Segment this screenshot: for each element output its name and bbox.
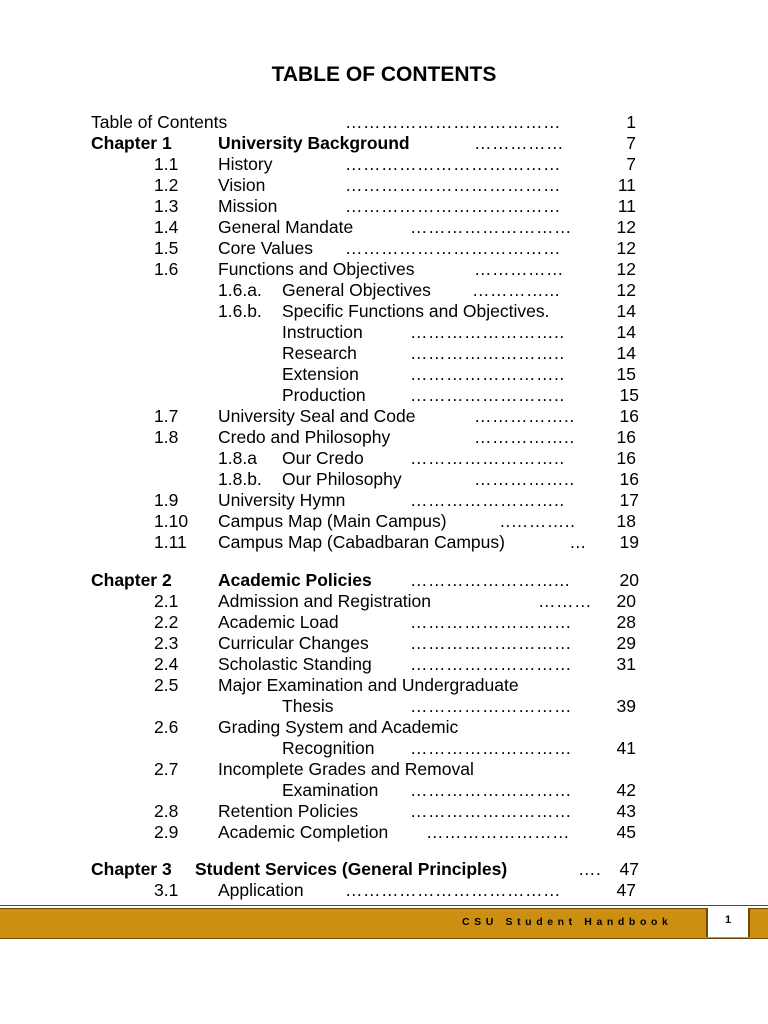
toc-entry-label: Examination	[282, 780, 379, 800]
toc-chapter-number: Chapter 3	[91, 859, 172, 879]
toc-entry	[0, 364, 768, 385]
toc-entry-page: 12	[616, 259, 636, 279]
toc-entry	[0, 717, 768, 738]
toc-entry	[0, 406, 768, 427]
toc-entry-label: Specific Functions and Objectives.	[282, 301, 550, 321]
toc-entry-page: 31	[616, 654, 636, 674]
toc-entry-number: 1.6.a.	[218, 280, 262, 300]
toc-entry	[0, 801, 768, 822]
toc-entry-dots: ……………………...	[410, 570, 571, 590]
toc-entry-page: 14	[616, 343, 636, 363]
toc-entry-label: Retention Policies	[218, 801, 359, 821]
toc-entry	[0, 301, 768, 322]
toc-entry	[0, 591, 768, 612]
toc-entry-label: Scholastic Standing	[218, 654, 372, 674]
toc-entry-dots: ...	[570, 532, 587, 552]
toc-entry	[0, 280, 768, 301]
toc-entry-number: 2.1	[154, 591, 179, 611]
toc-entry-page: 15	[616, 364, 636, 384]
toc-entry-label: Our Philosophy	[282, 469, 402, 489]
toc-entry-page: 1	[626, 112, 636, 132]
toc-entry-dots: ……………………..	[410, 448, 565, 468]
toc-entry-label: Campus Map (Main Campus)	[218, 511, 447, 531]
toc-entry-dots: ………………………………	[345, 880, 561, 900]
toc-entry-dots: ………………………………	[345, 112, 561, 132]
toc-entry-label: General Mandate	[218, 217, 354, 237]
toc-entry-label: History	[218, 154, 273, 174]
toc-entry-page: 14	[616, 322, 636, 342]
toc-entry-label: Research	[282, 343, 357, 363]
toc-entry-label: Table of Contents	[91, 112, 228, 132]
toc-entry-label: Mission	[218, 196, 278, 216]
toc-entry-dots: ………………………	[410, 780, 572, 800]
toc-entry	[0, 385, 768, 406]
toc-entry-dots: ………………………………	[345, 154, 561, 174]
toc-entry-page: 12	[616, 238, 636, 258]
toc-entry	[0, 322, 768, 343]
toc-entry	[0, 490, 768, 511]
toc-entry-dots: ……………..	[474, 406, 575, 426]
toc-entry-page: 7	[626, 154, 636, 174]
toc-entry	[0, 469, 768, 490]
toc-entry	[0, 175, 768, 196]
toc-entry-dots: ………………………	[410, 801, 572, 821]
toc-entry-page: 41	[616, 738, 636, 758]
toc-entry-number: 1.3	[154, 196, 179, 216]
toc-chapter-number: Chapter 2	[91, 570, 172, 590]
toc-entry-label: Academic Completion	[218, 822, 389, 842]
toc-entry-number: 2.7	[154, 759, 179, 779]
toc-entry-page: 39	[616, 696, 636, 716]
toc-entry-dots: ……………………..	[410, 343, 565, 363]
toc-entry-number: 1.11	[154, 532, 187, 552]
toc-entry-number: 2.4	[154, 654, 179, 674]
toc-entry	[0, 759, 768, 780]
toc-entry-dots: ………	[538, 591, 592, 611]
toc-chapter-label: Student Services (General Principles)	[195, 859, 508, 879]
toc-entry-page: 11	[617, 196, 636, 216]
toc-entry-number: 1.7	[154, 406, 179, 426]
toc-chapter	[0, 570, 768, 591]
toc-entry	[0, 343, 768, 364]
toc-entry-number: 1.8	[154, 427, 179, 447]
toc-entry-number: 2.6	[154, 717, 179, 737]
toc-entry-page: 20	[619, 570, 639, 590]
toc-entry-page: 20	[616, 591, 636, 611]
toc-entry-page: 16	[619, 469, 639, 489]
toc-entry	[0, 112, 768, 133]
toc-entry-label: Production	[282, 385, 366, 405]
toc-entry-number: 1.4	[154, 217, 179, 237]
toc-entry-dots: ………………………	[410, 696, 572, 716]
toc-entry-label: Credo and Philosophy	[218, 427, 391, 447]
toc-entry-dots: ……………………..	[410, 364, 565, 384]
page-number-box	[706, 908, 750, 937]
toc-entry-label: Extension	[282, 364, 359, 384]
toc-entry-page: 16	[616, 427, 636, 447]
toc-entry-page: 45	[616, 822, 636, 842]
toc-entry-label: Thesis	[282, 696, 334, 716]
toc-entry-label: Academic Load	[218, 612, 339, 632]
toc-entry-label: Curricular Changes	[218, 633, 369, 653]
toc-entry-page: 18	[616, 511, 636, 531]
toc-entry-page: 28	[616, 612, 636, 632]
toc-entry-page: 17	[619, 490, 639, 510]
toc-chapter	[0, 133, 768, 154]
toc-entry-dots: ……………	[474, 259, 564, 279]
toc-entry	[0, 196, 768, 217]
toc-entry-label: General Objectives	[282, 280, 431, 300]
toc-entry	[0, 633, 768, 654]
toc-entry	[0, 880, 768, 901]
toc-entry-page: 15	[619, 385, 639, 405]
toc-entry-page: 12	[616, 217, 636, 237]
toc-entry-number: 1.9	[154, 490, 179, 510]
toc-entry-label: Core Values	[218, 238, 314, 258]
toc-entry-dots: ……………………..	[410, 385, 565, 405]
toc-entry-dots: ……………………..	[410, 490, 565, 510]
toc-entry-label: Campus Map (Cabadbaran Campus)	[218, 532, 505, 552]
toc-entry-page: 42	[616, 780, 636, 800]
toc-entry-number: 1.8.a	[218, 448, 257, 468]
toc-entry	[0, 612, 768, 633]
toc-entry	[0, 427, 768, 448]
toc-entry	[0, 154, 768, 175]
toc-entry-page: 7	[626, 133, 636, 153]
toc-entry	[0, 532, 768, 553]
toc-entry-page: 43	[616, 801, 636, 821]
toc-entry	[0, 238, 768, 259]
toc-entry-number: 1.1	[154, 154, 179, 174]
toc-entry-label: Major Examination and Undergraduate	[218, 675, 519, 695]
toc-entry-number: 2.9	[154, 822, 179, 842]
toc-entry-label: Grading System and Academic	[218, 717, 459, 737]
toc-entry-dots: ………………………	[410, 612, 572, 632]
toc-entry-page: 47	[619, 859, 639, 879]
toc-entry-label: Application	[218, 880, 304, 900]
toc-entry-label: Our Credo	[282, 448, 364, 468]
toc-entry-dots: ……………	[474, 133, 564, 153]
toc-entry-number: 2.2	[154, 612, 179, 632]
toc-entry-label: Functions and Objectives	[218, 259, 415, 279]
toc-entry-dots: ……………..	[474, 469, 575, 489]
toc-chapter	[0, 859, 768, 880]
toc-entry-dots: ……………..	[474, 427, 575, 447]
toc-entry-page: 47	[616, 880, 636, 900]
toc-entry-page: 11	[617, 175, 636, 195]
toc-entry	[0, 448, 768, 469]
toc-entry-number: 1.6	[154, 259, 179, 279]
toc-entry-label: Admission and Registration	[218, 591, 432, 611]
toc-entry-dots: ………………………………	[345, 196, 561, 216]
toc-entry-number: 1.10	[154, 511, 189, 531]
toc-entry-page: 16	[619, 406, 639, 426]
toc-entry-dots: ……………………	[426, 822, 570, 842]
footer-rule	[0, 905, 768, 906]
toc-entry-dots: ………………………	[410, 738, 572, 758]
toc-entry-page: 14	[616, 301, 636, 321]
toc-chapter-number: Chapter 1	[91, 133, 172, 153]
toc-entry	[0, 675, 768, 696]
toc-entry-number: 1.2	[154, 175, 179, 195]
toc-entry-label: Recognition	[282, 738, 375, 758]
toc-chapter-label: Academic Policies	[218, 570, 372, 590]
toc-entry-number: 1.6.b.	[218, 301, 262, 321]
toc-chapter-label: University Background	[218, 133, 410, 153]
toc-entry-dots: ………………………………	[345, 238, 561, 258]
footer-title: CSU Student Handbook	[462, 916, 673, 928]
toc-entry	[0, 738, 768, 759]
toc-entry-dots: ………………………	[410, 654, 572, 674]
toc-entry	[0, 511, 768, 532]
toc-entry-dots: ………………………………	[345, 175, 561, 195]
toc-entry-number: 1.8.b.	[218, 469, 262, 489]
toc-entry-page: 12	[616, 280, 636, 300]
page-number: 1	[724, 914, 732, 926]
toc-entry	[0, 780, 768, 801]
toc-entry-label: Instruction	[282, 322, 363, 342]
toc-entry-number: 3.1	[154, 880, 179, 900]
toc-entry-number: 1.5	[154, 238, 179, 258]
toc-entry-page: 16	[616, 448, 636, 468]
toc-entry	[0, 217, 768, 238]
toc-entry-dots: ……………………..	[410, 322, 565, 342]
toc-entry-dots: ………………………	[410, 633, 572, 653]
toc-entry	[0, 822, 768, 843]
toc-entry-page: 19	[619, 532, 639, 552]
toc-entry-label: University Seal and Code	[218, 406, 416, 426]
toc-entry-page: 29	[616, 633, 636, 653]
toc-entry-number: 2.3	[154, 633, 179, 653]
toc-entry-label: Incomplete Grades and Removal	[218, 759, 474, 779]
toc-entry-number: 2.5	[154, 675, 179, 695]
toc-entry-dots: ………………………	[410, 217, 572, 237]
toc-entry-dots: …………...	[472, 280, 561, 300]
toc-entry-label: Vision	[218, 175, 266, 195]
toc-entry-dots: ….	[578, 859, 602, 879]
toc-entry-label: University Hymn	[218, 490, 346, 510]
toc-entry	[0, 696, 768, 717]
toc-entry-number: 2.8	[154, 801, 179, 821]
toc-entry	[0, 654, 768, 675]
toc-entry	[0, 259, 768, 280]
page-title: TABLE OF CONTENTS	[271, 63, 497, 86]
toc-entry-dots: ..………..	[500, 511, 576, 531]
